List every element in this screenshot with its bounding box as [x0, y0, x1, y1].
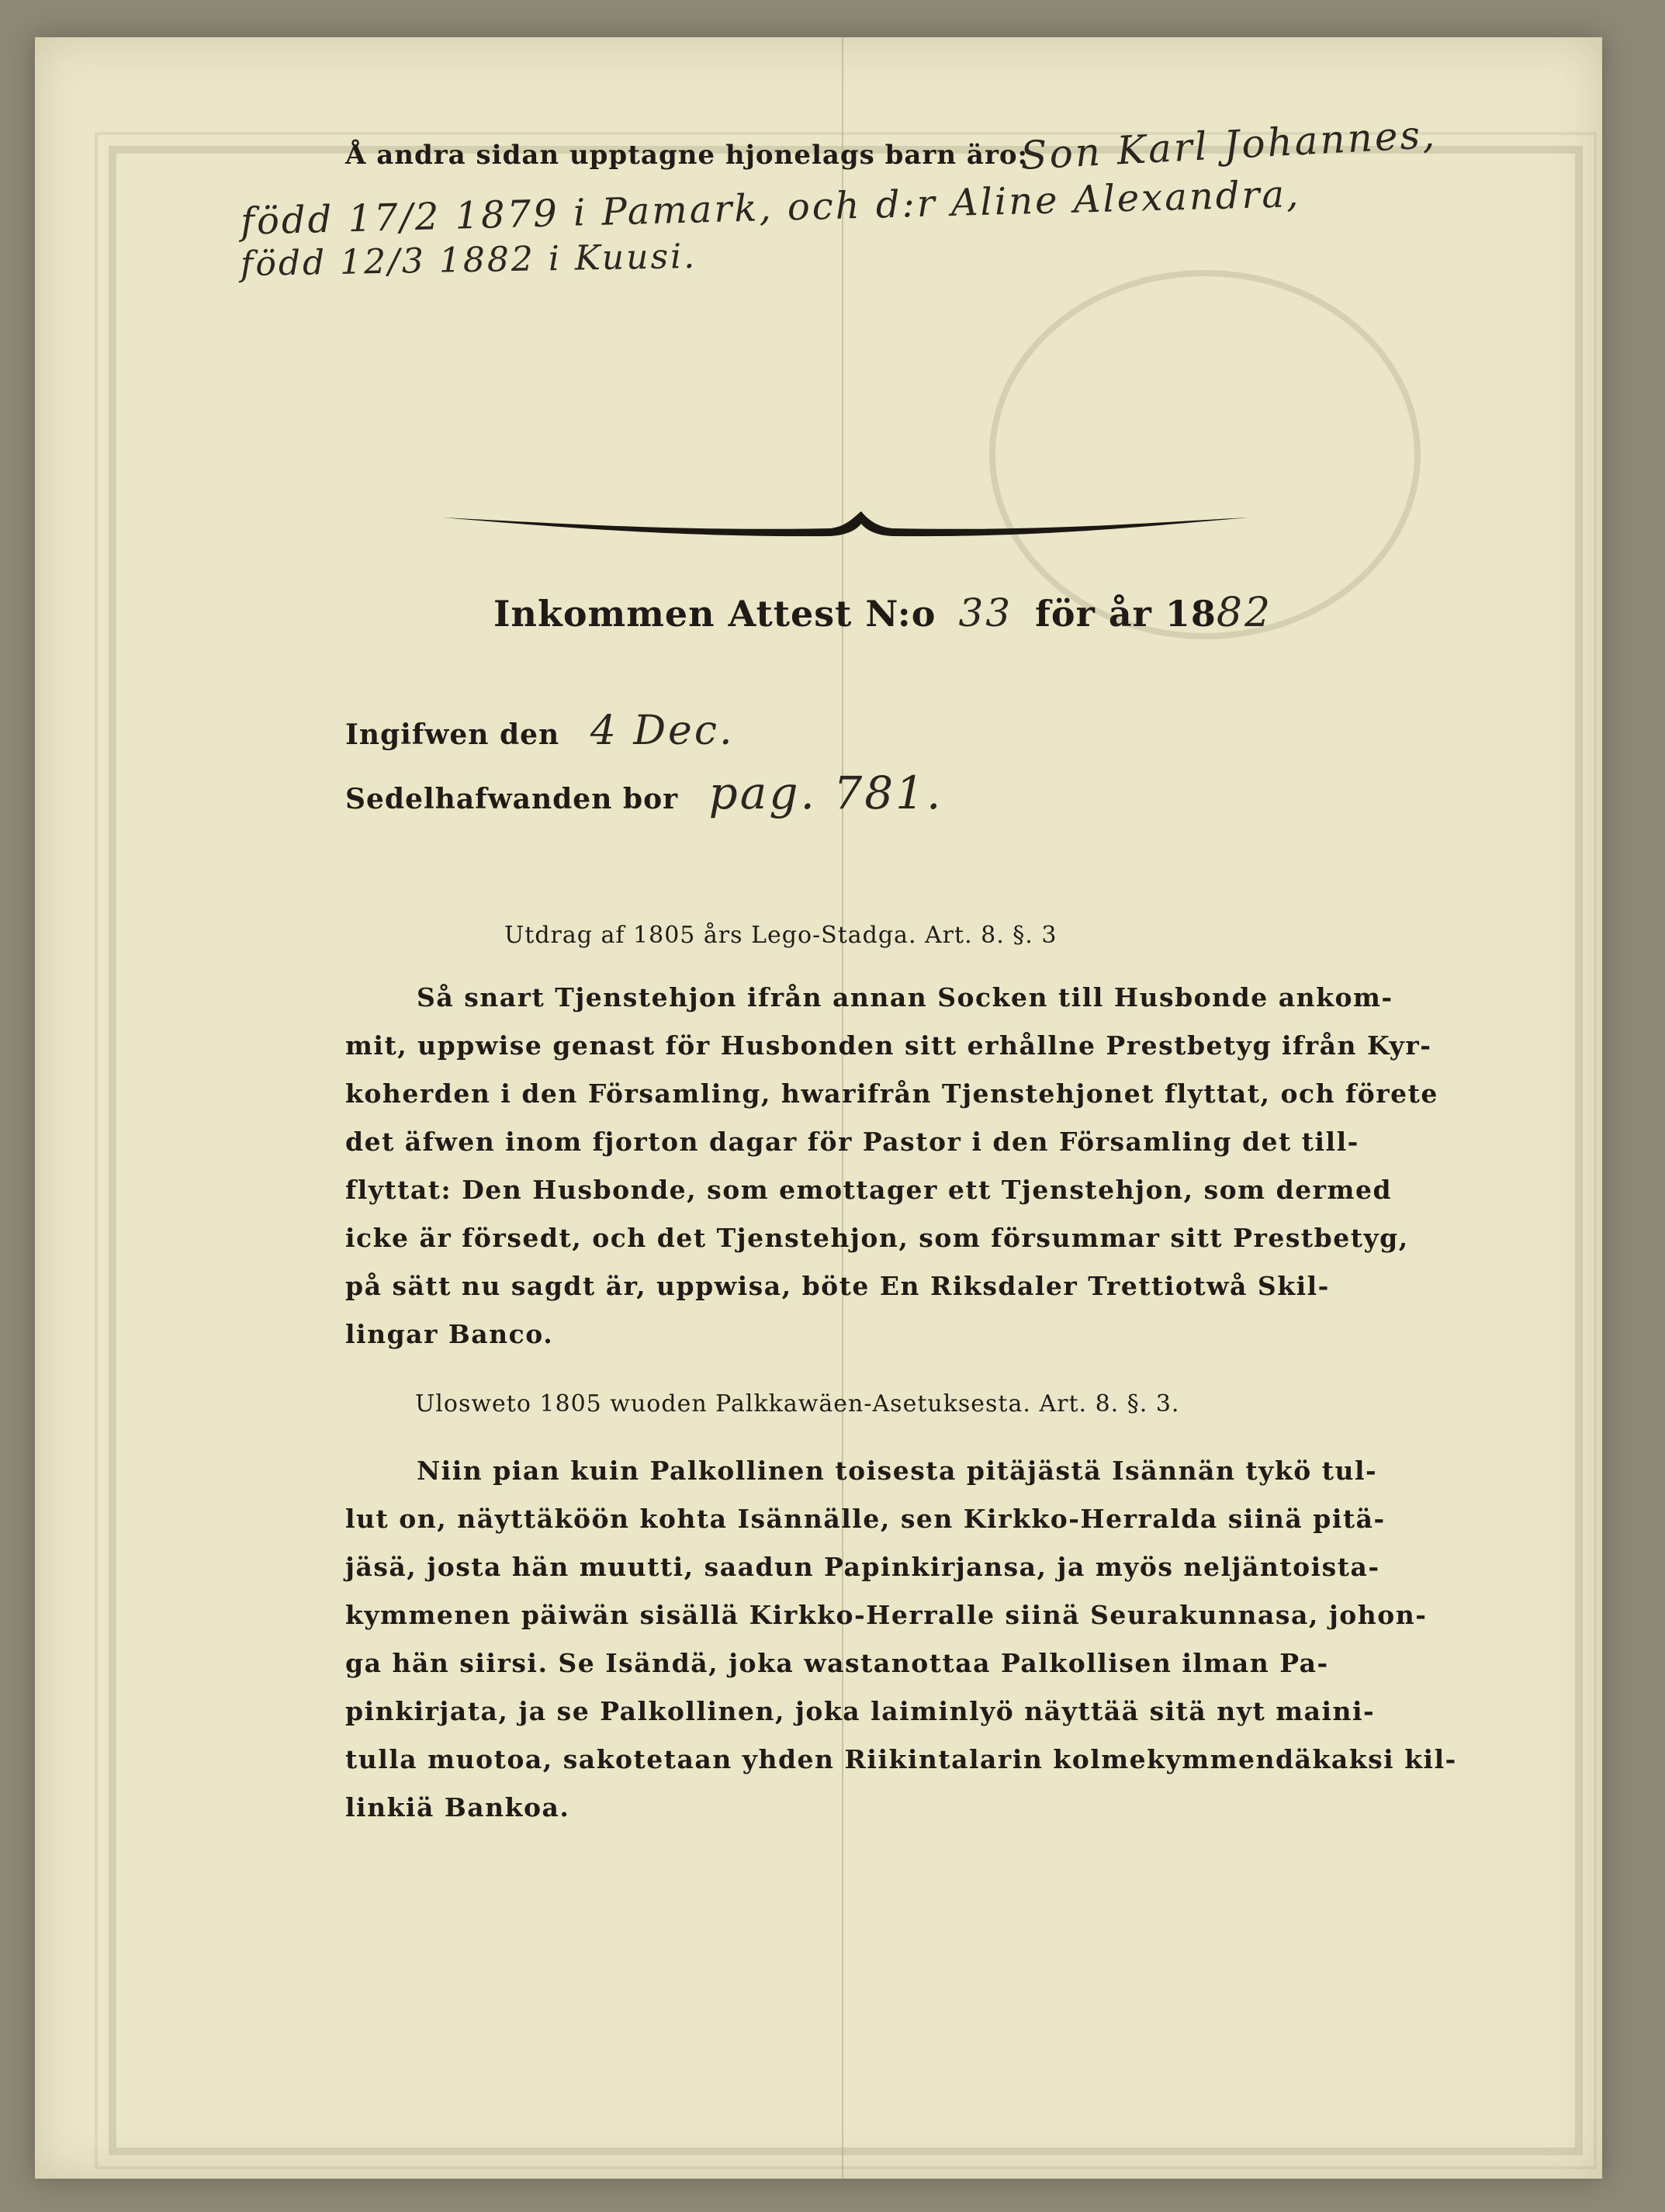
swedish-line: Så snart Tjenstehjon ifrån annan Socken till Husbonde ankom- [417, 982, 1393, 1013]
finnish-line: linkiä Bankoa. [345, 1792, 570, 1823]
finnish-line: lut on, näyttäköön kohta Isännälle, sen Kirkko-Herralda siinä pitä- [345, 1504, 1386, 1534]
finnish-line: ga hän siirsi. Se Isändä, joka wastanottaa Palkollisen ilman Pa- [345, 1648, 1329, 1678]
swedish-line: flyttat: Den Husbonde, som emottager ett Tjenstehjon, som dermed [345, 1175, 1393, 1205]
finnish-line: jäsä, josta hän muutti, saadun Papinkirjansa, ja myös neljäntoista- [345, 1552, 1380, 1582]
swedish-line: det äfwen inom fjorton dagar för Pastor i den Församling det till- [345, 1127, 1359, 1157]
finnish-line: tulla muotoa, sakotetaan yhden Riikintalarin kolmekymmendäkaksi kil- [345, 1744, 1457, 1774]
finnish-line: kymmenen päiwän sisällä Kirkko-Herralle siinä Seurakunnasa, johon- [345, 1600, 1428, 1630]
swedish-extract-body [345, 974, 1438, 1359]
finnish-line: pinkirjata, ja se Palkollinen, joka laiminlyö näyttää sitä nyt maini- [345, 1696, 1376, 1726]
ingifwen-row [345, 708, 734, 754]
attest-title [493, 590, 1272, 636]
ingifwen-label: Ingifwen den [345, 718, 560, 751]
sedelhafwanden-label: Sedelhafwanden bor [345, 783, 679, 815]
attest-year-suffix: 82 [1216, 590, 1273, 636]
swedish-line: lingar Banco. [345, 1319, 554, 1349]
ingifwen-value: 4 Dec. [590, 708, 735, 754]
sedelhafwanden-value: pag. 781. [708, 767, 943, 819]
children-intro-printed: Å andra sidan upptagne hjonelags barn äro: [345, 140, 1029, 171]
children-note-hand-line1: Son Karl Johannes, [1019, 111, 1438, 179]
swedish-line: på sätt nu sagdt är, uppwisa, böte En Riksdaler Trettiotwå Skil- [345, 1271, 1330, 1301]
swedish-line: mit, uppwise genast för Husbonden sitt erhållne Prestbetyg ifrån Kyr- [345, 1030, 1432, 1061]
attest-year-label: för år 18 [1035, 593, 1217, 635]
sedelhafwanden-row [345, 767, 943, 819]
children-note-hand-line3: född 12/3 1882 i Kuusi. [240, 236, 698, 285]
finnish-line: Niin pian kuin Palkollinen toisesta pitäjästä Isännän tykö tul- [417, 1456, 1378, 1486]
swedish-extract-heading: Utdrag af 1805 års Lego-Stadga. Art. 8. §. 3 [504, 922, 1058, 949]
swedish-line: koherden i den Församling, hwarifrån Tjenstehjonet flyttat, och förete [345, 1078, 1438, 1109]
finnish-extract-body [345, 1447, 1457, 1832]
bleed-through-seal [989, 270, 1421, 639]
children-note-hand-line2: född 17/2 1879 i Pamark, och d:r Aline Alexandra, [240, 172, 1301, 244]
attest-title-prefix: Inkommen Attest N:o [493, 593, 936, 635]
attest-number: 33 [958, 590, 1013, 635]
decorative-swash-divider [442, 500, 1249, 547]
finnish-extract-heading: Ulosweto 1805 wuoden Palkkawäen-Asetuksesta. Art. 8. §. 3. [415, 1390, 1180, 1418]
swedish-line: icke är försedt, och det Tjenstehjon, som försummar sitt Prestbetyg, [345, 1223, 1409, 1253]
